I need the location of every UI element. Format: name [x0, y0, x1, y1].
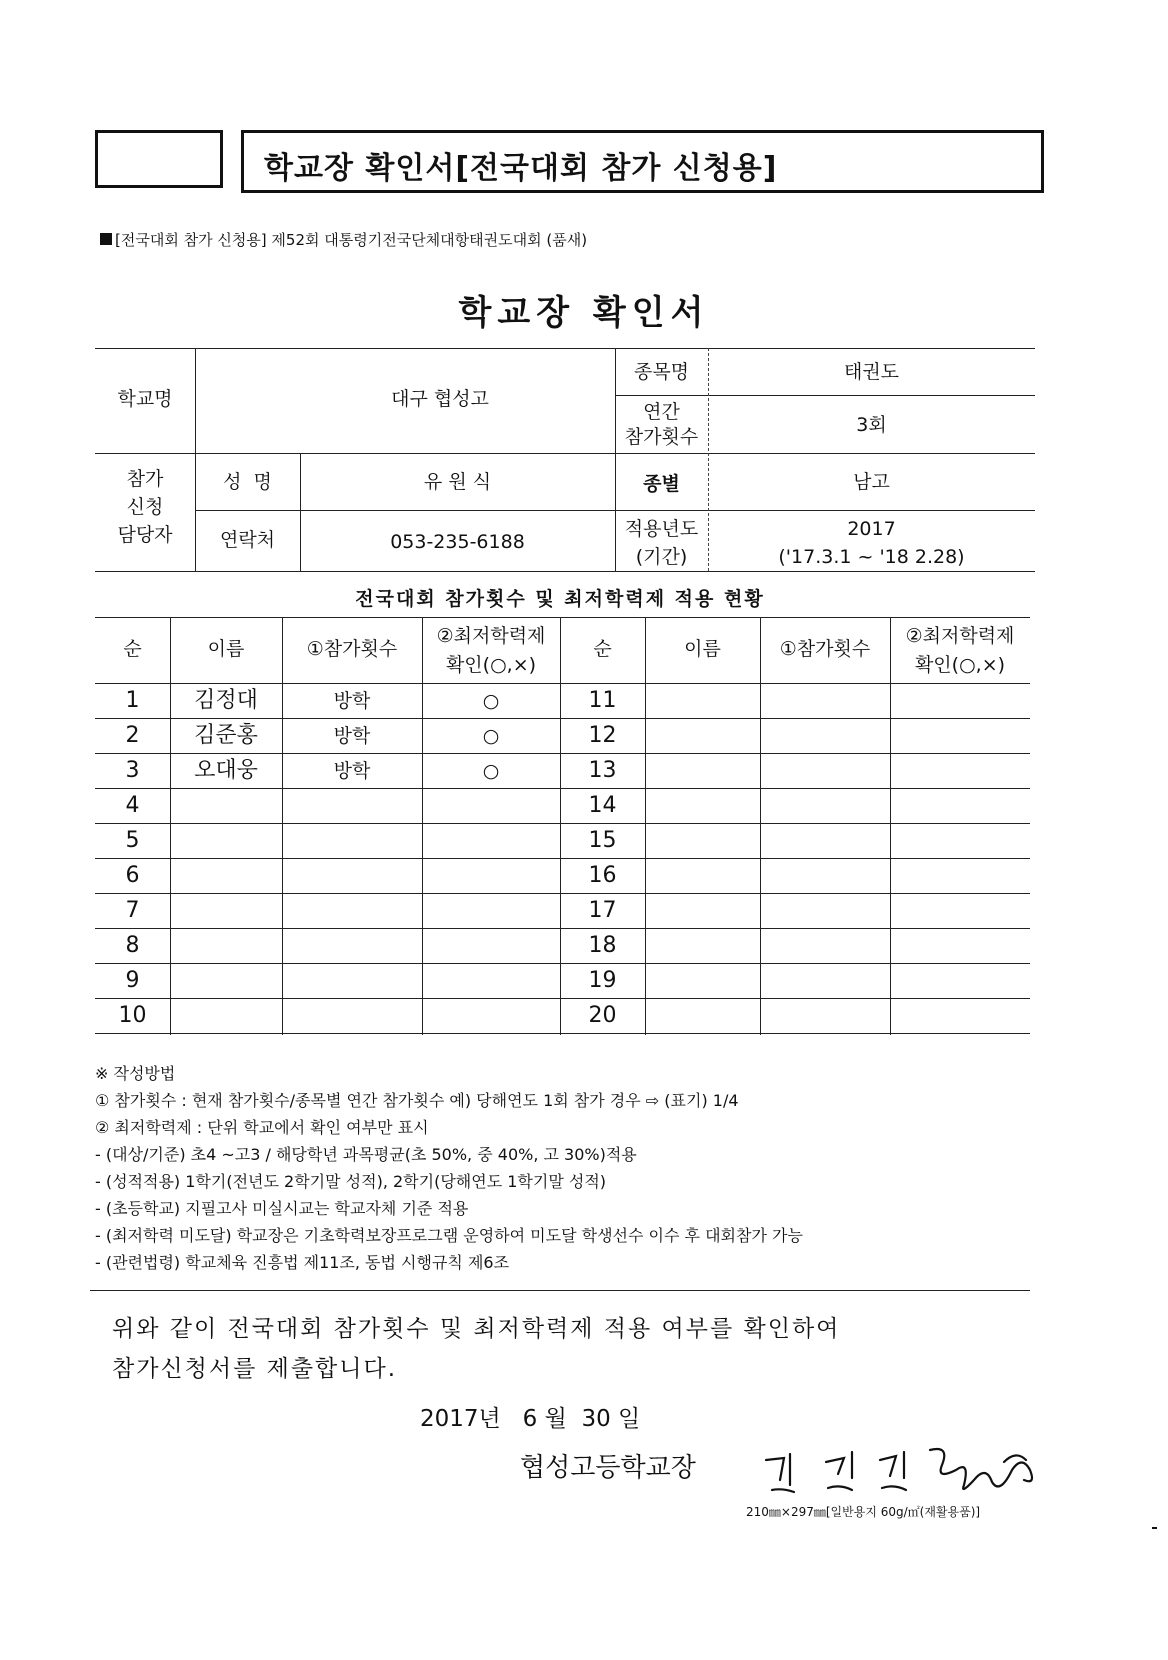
row-divider [95, 788, 1030, 789]
row-number: 2 [125, 723, 140, 748]
row-number: 12 [588, 723, 617, 748]
contact-label-3: 담당자 [117, 524, 173, 546]
col-header-min-1: ②최저학력제 [436, 625, 546, 647]
min-academic-check: ○ [482, 690, 500, 712]
name-value: 유 원 식 [423, 471, 492, 493]
date: 2017년 6 월 30 일 [420, 1406, 641, 1432]
note-line: - (성적적용) 1학기(전년도 2학기말 성적), 2학기(당해연도 1학기말 성적) [95, 1172, 607, 1191]
row-divider [95, 893, 1030, 894]
event-label: 종목명 [633, 361, 690, 383]
student-name: 오대웅 [194, 758, 258, 783]
category-value: 남고 [853, 471, 890, 493]
row-number: 18 [588, 933, 617, 958]
row-number: 13 [588, 758, 617, 783]
school-value: 대구 협성고 [391, 388, 489, 410]
col-header-count-right: ①참가횟수 [779, 638, 871, 660]
row-number: 4 [125, 793, 140, 818]
student-name: 김준홍 [194, 723, 258, 748]
note-line: - (최저학력 미도달) 학교장은 기초학력보장프로그램 운영하여 미도달 학생선수 이수 후 대회참가 가능 [95, 1226, 803, 1245]
min-academic-check: ○ [482, 725, 500, 747]
name-label: 성 명 [223, 471, 272, 493]
note-line: - (관련법령) 학교체육 진흥법 제11조, 동법 시행규칙 제6조 [95, 1253, 510, 1272]
note-line: ② 최저학력제 : 단위 학교에서 확인 여부만 표시 [95, 1118, 429, 1137]
col-header-no: 순 [123, 638, 142, 660]
contact-label-2: 신청 [126, 496, 164, 518]
row-number: 8 [125, 933, 140, 958]
notes [95, 1060, 803, 1276]
row-number: 11 [588, 688, 617, 713]
row-divider [95, 928, 1030, 929]
phone-label: 연락처 [219, 529, 276, 551]
year-value-1: 2017 [847, 518, 896, 540]
statement-line-1: 위와 같이 전국대회 참가횟수 및 최저학력제 적용 여부를 확인하여 [112, 1316, 841, 1342]
col-header-no-right: 순 [593, 638, 612, 660]
subline-text: [전국대회 참가 신청용] 제52회 대통령기전국단체대항태권도대회 (품새) [115, 231, 588, 249]
participation-count: 방학 [333, 760, 371, 782]
year-label-1: 적용년도 [624, 518, 699, 540]
note-line: - (대상/기준) 초4 ~고3 / 해당학년 과목평균(초 50%, 중 40%, 고 30%)적용 [95, 1145, 637, 1164]
row-number: 14 [588, 793, 617, 818]
col-header-name: 이름 [207, 638, 245, 660]
row-divider [95, 963, 1030, 964]
note-line: ※ 작성방법 [95, 1064, 176, 1083]
handwritten-signature [760, 1440, 1050, 1504]
divider [90, 1290, 1030, 1291]
phone-value: 053-235-6188 [390, 531, 525, 553]
paper-spec-footer: 210㎜×297㎜[일반용지 60g/㎡(재활용품)] [746, 1505, 981, 1519]
statement-line-2: 참가신청서를 제출합니다. [112, 1356, 398, 1382]
annual-label-1: 연간 [643, 401, 680, 423]
row-number: 1 [125, 688, 140, 713]
school-label: 학교명 [117, 388, 173, 410]
col-header-count: ①참가횟수 [306, 638, 398, 660]
row-divider [95, 823, 1030, 824]
year-value-2: ('17.3.1 ~ '18 2.28) [778, 546, 965, 568]
participation-count: 방학 [333, 725, 371, 747]
document-title: 학교장 확인서 [458, 293, 710, 333]
row-number: 6 [125, 863, 140, 888]
header-title-box: 학교장 확인서[전국대회 참가 신청용] [241, 130, 1044, 193]
note-line: - (초등학교) 지필고사 미실시교는 학교자체 기준 적용 [95, 1199, 469, 1218]
contact-label-1: 참가 [126, 468, 164, 490]
row-number: 5 [125, 828, 140, 853]
row-number: 20 [588, 1003, 617, 1028]
row-number: 10 [118, 1003, 147, 1028]
row-divider [95, 718, 1030, 719]
row-number: 3 [125, 758, 140, 783]
row-number: 15 [588, 828, 617, 853]
student-name: 김정대 [194, 688, 258, 713]
row-divider [95, 998, 1030, 999]
year-label-2: (기간) [635, 546, 688, 568]
row-number: 19 [588, 968, 617, 993]
category-label: 종별 [643, 473, 680, 495]
section-title: 전국대회 참가횟수 및 최저학력제 적용 현황 [355, 588, 765, 610]
row-divider [95, 753, 1030, 754]
col-header-min-2-right: 확인(○,×) [914, 654, 1006, 676]
annual-label-2: 참가횟수 [624, 426, 699, 448]
note-line: ① 참가횟수 : 현재 참가횟수/종목별 연간 참가횟수 예) 당해연도 1회 참가 경우 ⇨ (표기) 1/4 [95, 1091, 739, 1110]
min-academic-check: ○ [482, 760, 500, 782]
row-number: 9 [125, 968, 140, 993]
col-header-min-2: 확인(○,×) [445, 654, 537, 676]
col-header-name-right: 이름 [684, 638, 721, 660]
row-number: 7 [125, 898, 140, 923]
event-value: 태권도 [843, 361, 900, 383]
annual-value: 3회 [856, 414, 887, 436]
col-header-min-1-right: ②최저학력제 [905, 625, 1015, 647]
form-subline [100, 229, 587, 250]
signer-title: 협성고등학교장 [520, 1453, 696, 1483]
scan-mark [1152, 1527, 1157, 1529]
square-bullet-icon [100, 233, 112, 245]
blank-header-box [95, 130, 223, 188]
row-divider [95, 1033, 1030, 1034]
row-divider [95, 858, 1030, 859]
row-number: 16 [588, 863, 617, 888]
participation-count: 방학 [333, 690, 371, 712]
row-number: 17 [588, 898, 617, 923]
